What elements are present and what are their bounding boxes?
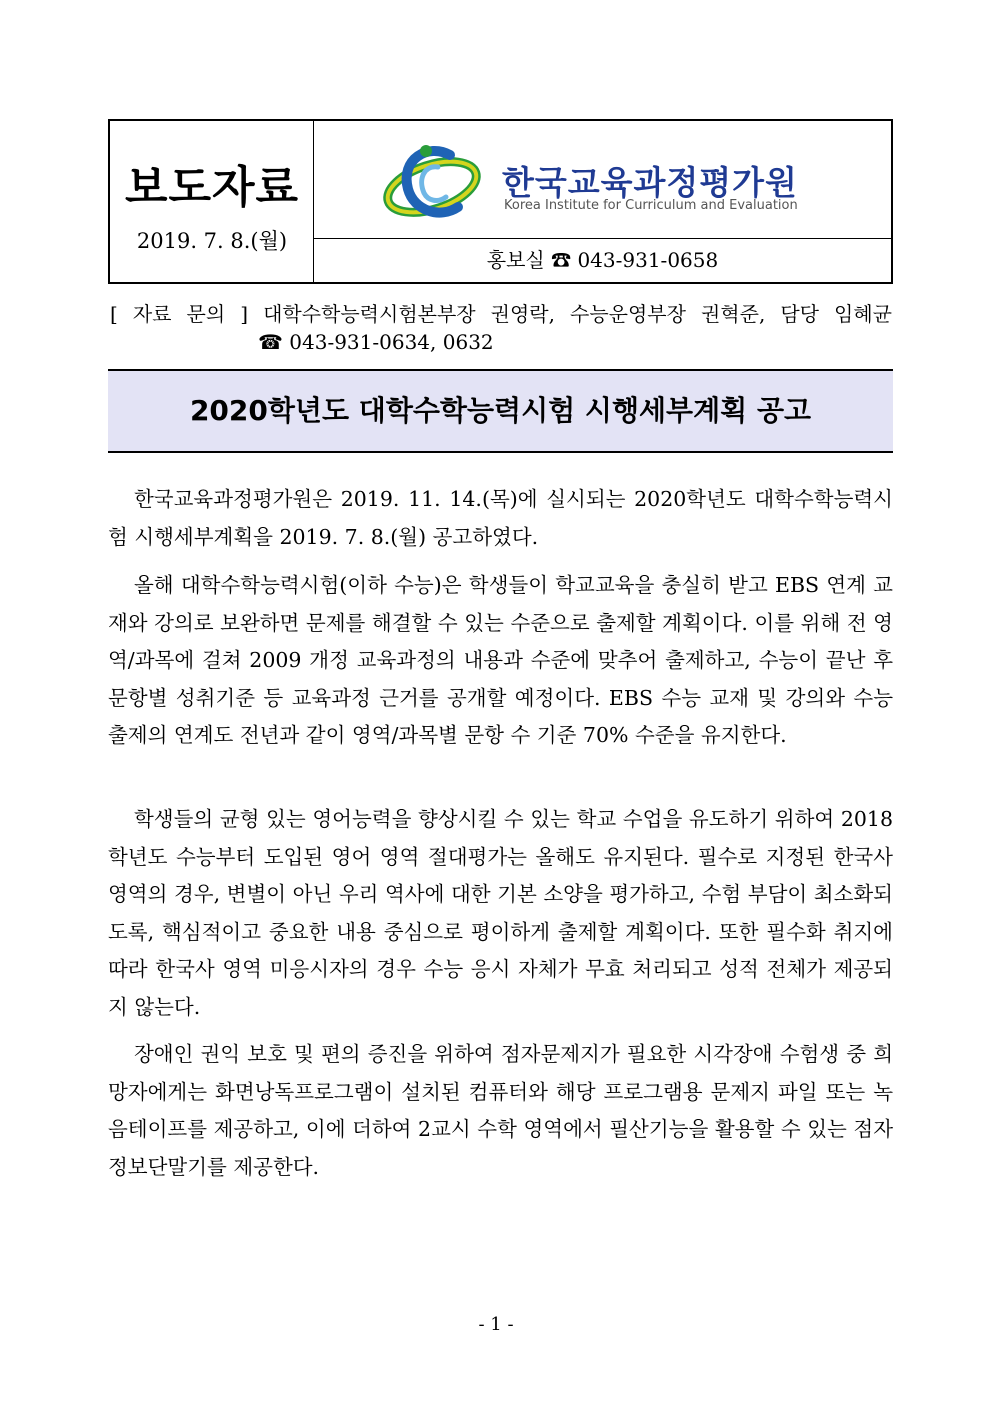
body-paragraph-4: 장애인 권익 보호 및 편의 증진을 위하여 점자문제지가 필요한 시각장애 수험생 중 희망자에게는 화면낭독프로그램이 설치된 컴퓨터와 해당 프로그램용 문제지 파일 또는 녹음테이프를 제공하고, 이에 더하여 2교시 수학 영역에서 필산기능을 활용할 수 있는 점자정보단말기를 제공한다.	[108, 1042, 893, 1179]
org-name-korean: 한국교육과정평가원	[502, 163, 798, 202]
headline-title: 2020학년도 대학수학능력시험 시행세부계획 공고	[189, 394, 812, 427]
release-date: 2019. 7. 8.(월)	[136, 229, 288, 253]
body-paragraph-2: 올해 대학수학능력시험(이하 수능)은 학생들이 학교교육을 충실히 받고 EBS 연계 교재와 강의로 보완하면 문제를 해결할 수 있는 수준으로 출제할 계획이다. 이를 위해 전 영역/과목에 걸쳐 2009 개정 교육과정의 내용과 수준에 맞추어 출제하고, 수능이 끝난 후 문항별 성취기준 등 교육과정 근거를 공개할 예정이다. EBS 수능 교재 및 강의와 수능 출제의 연계도 전년과 같이 영역/과목별 문항 수 기준 70% 수준을 유지한다.	[108, 573, 893, 747]
page-number: - 1 -	[478, 1314, 514, 1335]
press-header-box	[108, 119, 893, 284]
body-paragraph-1: 한국교육과정평가원은 2019. 11. 14.(목)에 실시되는 2020학년도 대학수학능력시험 시행세부계획을 2019. 7. 8.(월) 공고하였다.	[108, 487, 893, 549]
inquiry-line: [ 자료 문의 ] 대학수학능력시험본부장 권영락, 수능운영부장 권혁준, 담당 임혜균	[110, 302, 892, 326]
body-paragraph-3: 학생들의 균형 있는 영어능력을 향상시킬 수 있는 학교 수업을 유도하기 위하여 2018학년도 수능부터 도입된 영어 영역 절대평가는 올해도 유지된다. 필수로 지정된 한국사 영역의 경우, 변별이 아닌 우리 역사에 대한 기본 소양을 평가하고, 수험 부담이 최소화되도록, 핵심적이고 중요한 내용 중심으로 평이하게 출제할 계획이다. 또한 필수화 취지에 따라 한국사 영역 미응시자의 경우 수능 응시 자체가 무효 처리되고 성적 전체가 제공되지 않는다.	[108, 807, 893, 1019]
headline-band	[108, 369, 893, 453]
press-office-contact: 홍보실 ☎ 043-931-0658	[486, 248, 719, 272]
press-label-cell	[110, 121, 314, 282]
org-logo-cell	[314, 121, 891, 239]
press-release-title: 보도자료	[124, 162, 299, 213]
org-name-english: Korea Institute for Curriculum and Evaluation	[504, 198, 798, 213]
inquiry-phone: ☎ 043-931-0634, 0632	[258, 330, 494, 354]
kice-logo-icon	[380, 137, 484, 229]
